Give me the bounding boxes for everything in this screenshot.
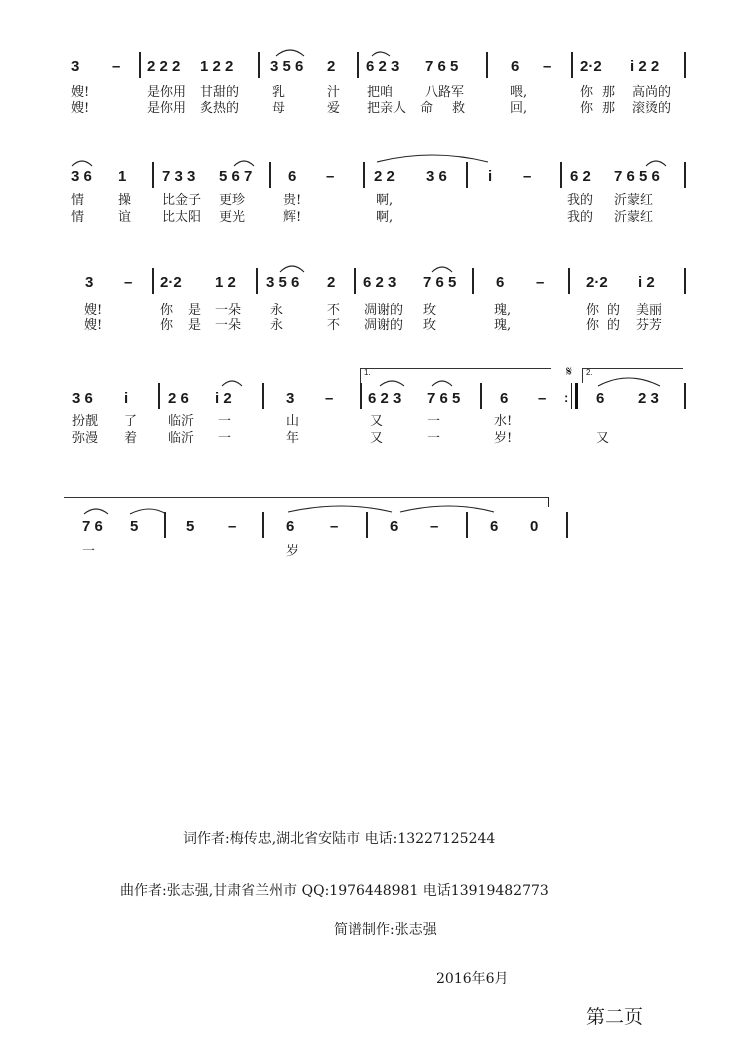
note-group: 7 6 — [82, 518, 103, 535]
lyric: 的 — [607, 303, 621, 318]
note-group: i 2 — [215, 390, 232, 407]
note-group: 2·2 — [586, 274, 608, 291]
note-group: 6 — [500, 390, 509, 407]
lyric: 嫂! — [84, 318, 103, 333]
note-group: 5 6 7 — [219, 168, 253, 185]
note-group: 3 — [85, 274, 94, 291]
lyric: 喂, — [510, 85, 528, 100]
note-group: 0 — [530, 518, 539, 535]
slur — [276, 50, 304, 56]
lyric: 永 — [270, 303, 284, 318]
barline — [366, 512, 368, 538]
note-group: 3 — [286, 390, 295, 407]
lyric: 嫂! — [84, 303, 103, 318]
lyric: 高尚的 — [632, 85, 672, 100]
lyric: 情 — [71, 193, 85, 208]
note-group: 3 6 — [426, 168, 447, 185]
note-group: 2 — [327, 274, 336, 291]
barline — [354, 268, 356, 294]
barline — [152, 162, 154, 188]
lyric: 救 — [452, 101, 466, 116]
lyric: 嫂! — [71, 101, 90, 116]
lyric: 更珍 — [219, 193, 246, 208]
lyric: 水! — [494, 414, 513, 429]
lyric: 啊, — [376, 210, 394, 225]
slur — [400, 506, 494, 512]
lyric: 永 — [270, 318, 284, 333]
barline — [139, 52, 141, 78]
lyric: 你 — [586, 303, 600, 318]
lyric: 把咱 — [367, 85, 394, 100]
barline — [684, 52, 686, 78]
barline — [262, 512, 264, 538]
slur — [222, 381, 242, 386]
note-group: 1 2 — [215, 274, 236, 291]
lyric: 那 — [602, 85, 616, 100]
lyric: 啊, — [376, 193, 394, 208]
note-group: 7 6 5 — [425, 58, 459, 75]
lyric: 嫂! — [71, 85, 90, 100]
lyric: 把亲人 — [367, 101, 407, 116]
lyric: 母 — [272, 101, 286, 116]
lyric: 岁! — [494, 431, 513, 446]
note-group: 2 — [327, 58, 336, 75]
lyricist-credit: 词作者:梅传忠,湖北省安陆市 电话:13227125244 — [183, 831, 496, 847]
lyric: 临沂 — [168, 431, 195, 446]
note-group: – — [326, 168, 335, 185]
lyric: 又 — [596, 431, 610, 446]
barline — [262, 383, 264, 409]
note-group: – — [112, 58, 121, 75]
lyric: 一朵 — [215, 303, 242, 318]
lyric: 玫 — [423, 303, 437, 318]
lyric: 扮靓 — [72, 414, 99, 429]
barline — [158, 383, 160, 409]
lyric: 是 — [188, 303, 202, 318]
note-group: 7 3 3 — [162, 168, 196, 185]
lyric: 命 — [420, 101, 434, 116]
lyric: 辉! — [283, 210, 302, 225]
slur — [84, 509, 108, 514]
barline — [684, 268, 686, 294]
lyric: 山 — [286, 414, 300, 429]
lyric: 岁 — [286, 544, 300, 559]
barline — [571, 52, 573, 78]
lyric: 比太阳 — [162, 210, 202, 225]
barline — [568, 268, 570, 294]
lyric: 一朵 — [215, 318, 242, 333]
lyric: 美丽 — [636, 303, 663, 318]
note-group: 6 — [288, 168, 297, 185]
lyric: 那 — [602, 101, 616, 116]
note-group: 6 — [490, 518, 499, 535]
notation-credit: 简谱制作:张志强 — [334, 922, 437, 938]
lyric: 你 — [586, 318, 600, 333]
lyric: 凋谢的 — [364, 303, 404, 318]
page-number: 第二页 — [586, 1006, 644, 1028]
lyric: 你 — [160, 318, 174, 333]
lyric: 一 — [427, 414, 441, 429]
lyric: 你 — [580, 85, 594, 100]
note-group: 6 2 3 — [363, 274, 397, 291]
lyric: 的 — [607, 318, 621, 333]
note-group: i 2 — [638, 274, 655, 291]
slur — [288, 506, 392, 512]
lyric: 着 — [124, 431, 138, 446]
lyric: 瑰, — [494, 318, 512, 333]
lyric: 我的 — [567, 210, 594, 225]
barline — [164, 512, 166, 538]
note-group: 7 6 5 — [427, 390, 461, 407]
ending-bracket-line — [64, 497, 548, 498]
note-group: – — [430, 518, 439, 535]
lyric: 一 — [218, 414, 232, 429]
lyric: 芬芳 — [636, 318, 663, 333]
note-group: 3 6 — [71, 168, 92, 185]
lyric: 谊 — [118, 210, 132, 225]
lyric: 一 — [427, 431, 441, 446]
lyric: 又 — [370, 431, 384, 446]
lyric: 八路军 — [425, 85, 465, 100]
repeat-end-thick-bar — [575, 383, 578, 409]
lyric: 比金子 — [162, 193, 202, 208]
barline — [486, 52, 488, 78]
barline — [256, 268, 258, 294]
note-group: 2 2 2 — [147, 58, 181, 75]
lyric: 弥漫 — [72, 431, 99, 446]
barline — [560, 162, 562, 188]
note-group: – — [228, 518, 237, 535]
note-group: 2·2 — [580, 58, 602, 75]
lyric: 凋谢的 — [364, 318, 404, 333]
note-group: 6 2 — [570, 168, 591, 185]
note-group: 6 — [496, 274, 505, 291]
slur — [432, 267, 452, 272]
note-group: – — [124, 274, 133, 291]
barline — [684, 383, 686, 409]
note-group: – — [523, 168, 532, 185]
barline — [360, 383, 362, 409]
note-group: – — [538, 390, 547, 407]
segno-icon: 𝄋 — [566, 364, 573, 380]
slur — [130, 509, 166, 514]
note-group: 6 2 3 — [368, 390, 402, 407]
lyric: 是你用 — [147, 101, 187, 116]
barline — [269, 162, 271, 188]
note-group: 1 2 2 — [200, 58, 234, 75]
first-ending-bracket: 1. — [360, 368, 551, 383]
note-group: 6 — [596, 390, 605, 407]
barline — [363, 162, 365, 188]
note-group: 3 5 6 — [266, 274, 300, 291]
barline — [466, 162, 468, 188]
note-group: 2·2 — [160, 274, 182, 291]
lyric: 沂蒙红 — [614, 193, 654, 208]
lyric: 乳 — [272, 85, 286, 100]
barline — [566, 512, 568, 538]
repeat-dots: : — [564, 390, 569, 405]
slur — [280, 266, 304, 272]
note-group: 7 6 5 — [423, 274, 457, 291]
note-group: i — [124, 390, 129, 407]
lyric: 临沂 — [168, 414, 195, 429]
note-group: – — [325, 390, 334, 407]
lyric: 滚烫的 — [632, 101, 672, 116]
note-group: 5 — [130, 518, 139, 535]
lyric: 沂蒙红 — [614, 210, 654, 225]
lyric: 年 — [286, 431, 300, 446]
lyric: 是你用 — [147, 85, 187, 100]
composer-credit: 曲作者:张志强,甘肃省兰州市 QQ:1976448981 电话13919482773 — [120, 883, 549, 899]
note-group: 5 — [186, 518, 195, 535]
slur — [377, 155, 488, 162]
barline — [466, 512, 468, 538]
lyric: 是 — [188, 318, 202, 333]
lyric: 回, — [510, 101, 528, 116]
note-group: – — [330, 518, 339, 535]
lyric: 情 — [71, 210, 85, 225]
note-group: i 2 2 — [630, 58, 660, 75]
barline — [684, 162, 686, 188]
note-group: 3 5 6 — [270, 58, 304, 75]
note-group: 7 6 5 6 — [614, 168, 660, 185]
note-group: 6 — [511, 58, 520, 75]
note-group: 6 — [390, 518, 399, 535]
lyric: 瑰, — [494, 303, 512, 318]
date: 2016年6月 — [436, 971, 509, 987]
lyric: 炙热的 — [200, 101, 240, 116]
lyric: 又 — [370, 414, 384, 429]
note-group: 2 3 — [638, 390, 659, 407]
second-ending-bracket: 2. — [582, 368, 683, 383]
note-group: 3 — [71, 58, 80, 75]
lyric: 玫 — [423, 318, 437, 333]
lyric: 更光 — [219, 210, 246, 225]
slur — [372, 52, 390, 56]
lyric: 不 — [327, 318, 341, 333]
barline — [258, 52, 260, 78]
note-group: i — [488, 168, 493, 185]
note-group: 2 6 — [168, 390, 189, 407]
slur — [646, 161, 666, 166]
barline — [472, 268, 474, 294]
lyric: 了 — [124, 414, 138, 429]
lyric: 我的 — [567, 193, 594, 208]
barline — [357, 52, 359, 78]
note-group: 3 6 — [72, 390, 93, 407]
note-group: – — [543, 58, 552, 75]
lyric: 操 — [118, 193, 132, 208]
ending-bracket-end — [548, 497, 549, 507]
lyric: 一 — [218, 431, 232, 446]
lyric: 贵! — [283, 193, 302, 208]
slur — [72, 161, 92, 166]
lyric: 甘甜的 — [200, 85, 240, 100]
slur — [234, 161, 254, 166]
barline — [152, 268, 154, 294]
note-group: 6 2 3 — [366, 58, 400, 75]
note-group: 2 2 — [374, 168, 395, 185]
repeat-end-thin-bar — [571, 383, 572, 409]
note-group: – — [536, 274, 545, 291]
lyric: 汁 — [327, 85, 341, 100]
note-group: 1 — [118, 168, 127, 185]
lyric: 你 — [160, 303, 174, 318]
lyric: 你 — [580, 101, 594, 116]
lyric: 爱 — [327, 101, 341, 116]
lyric: 不 — [327, 303, 341, 318]
note-group: 6 — [286, 518, 295, 535]
lyric: 一 — [82, 544, 96, 559]
barline — [480, 383, 482, 409]
